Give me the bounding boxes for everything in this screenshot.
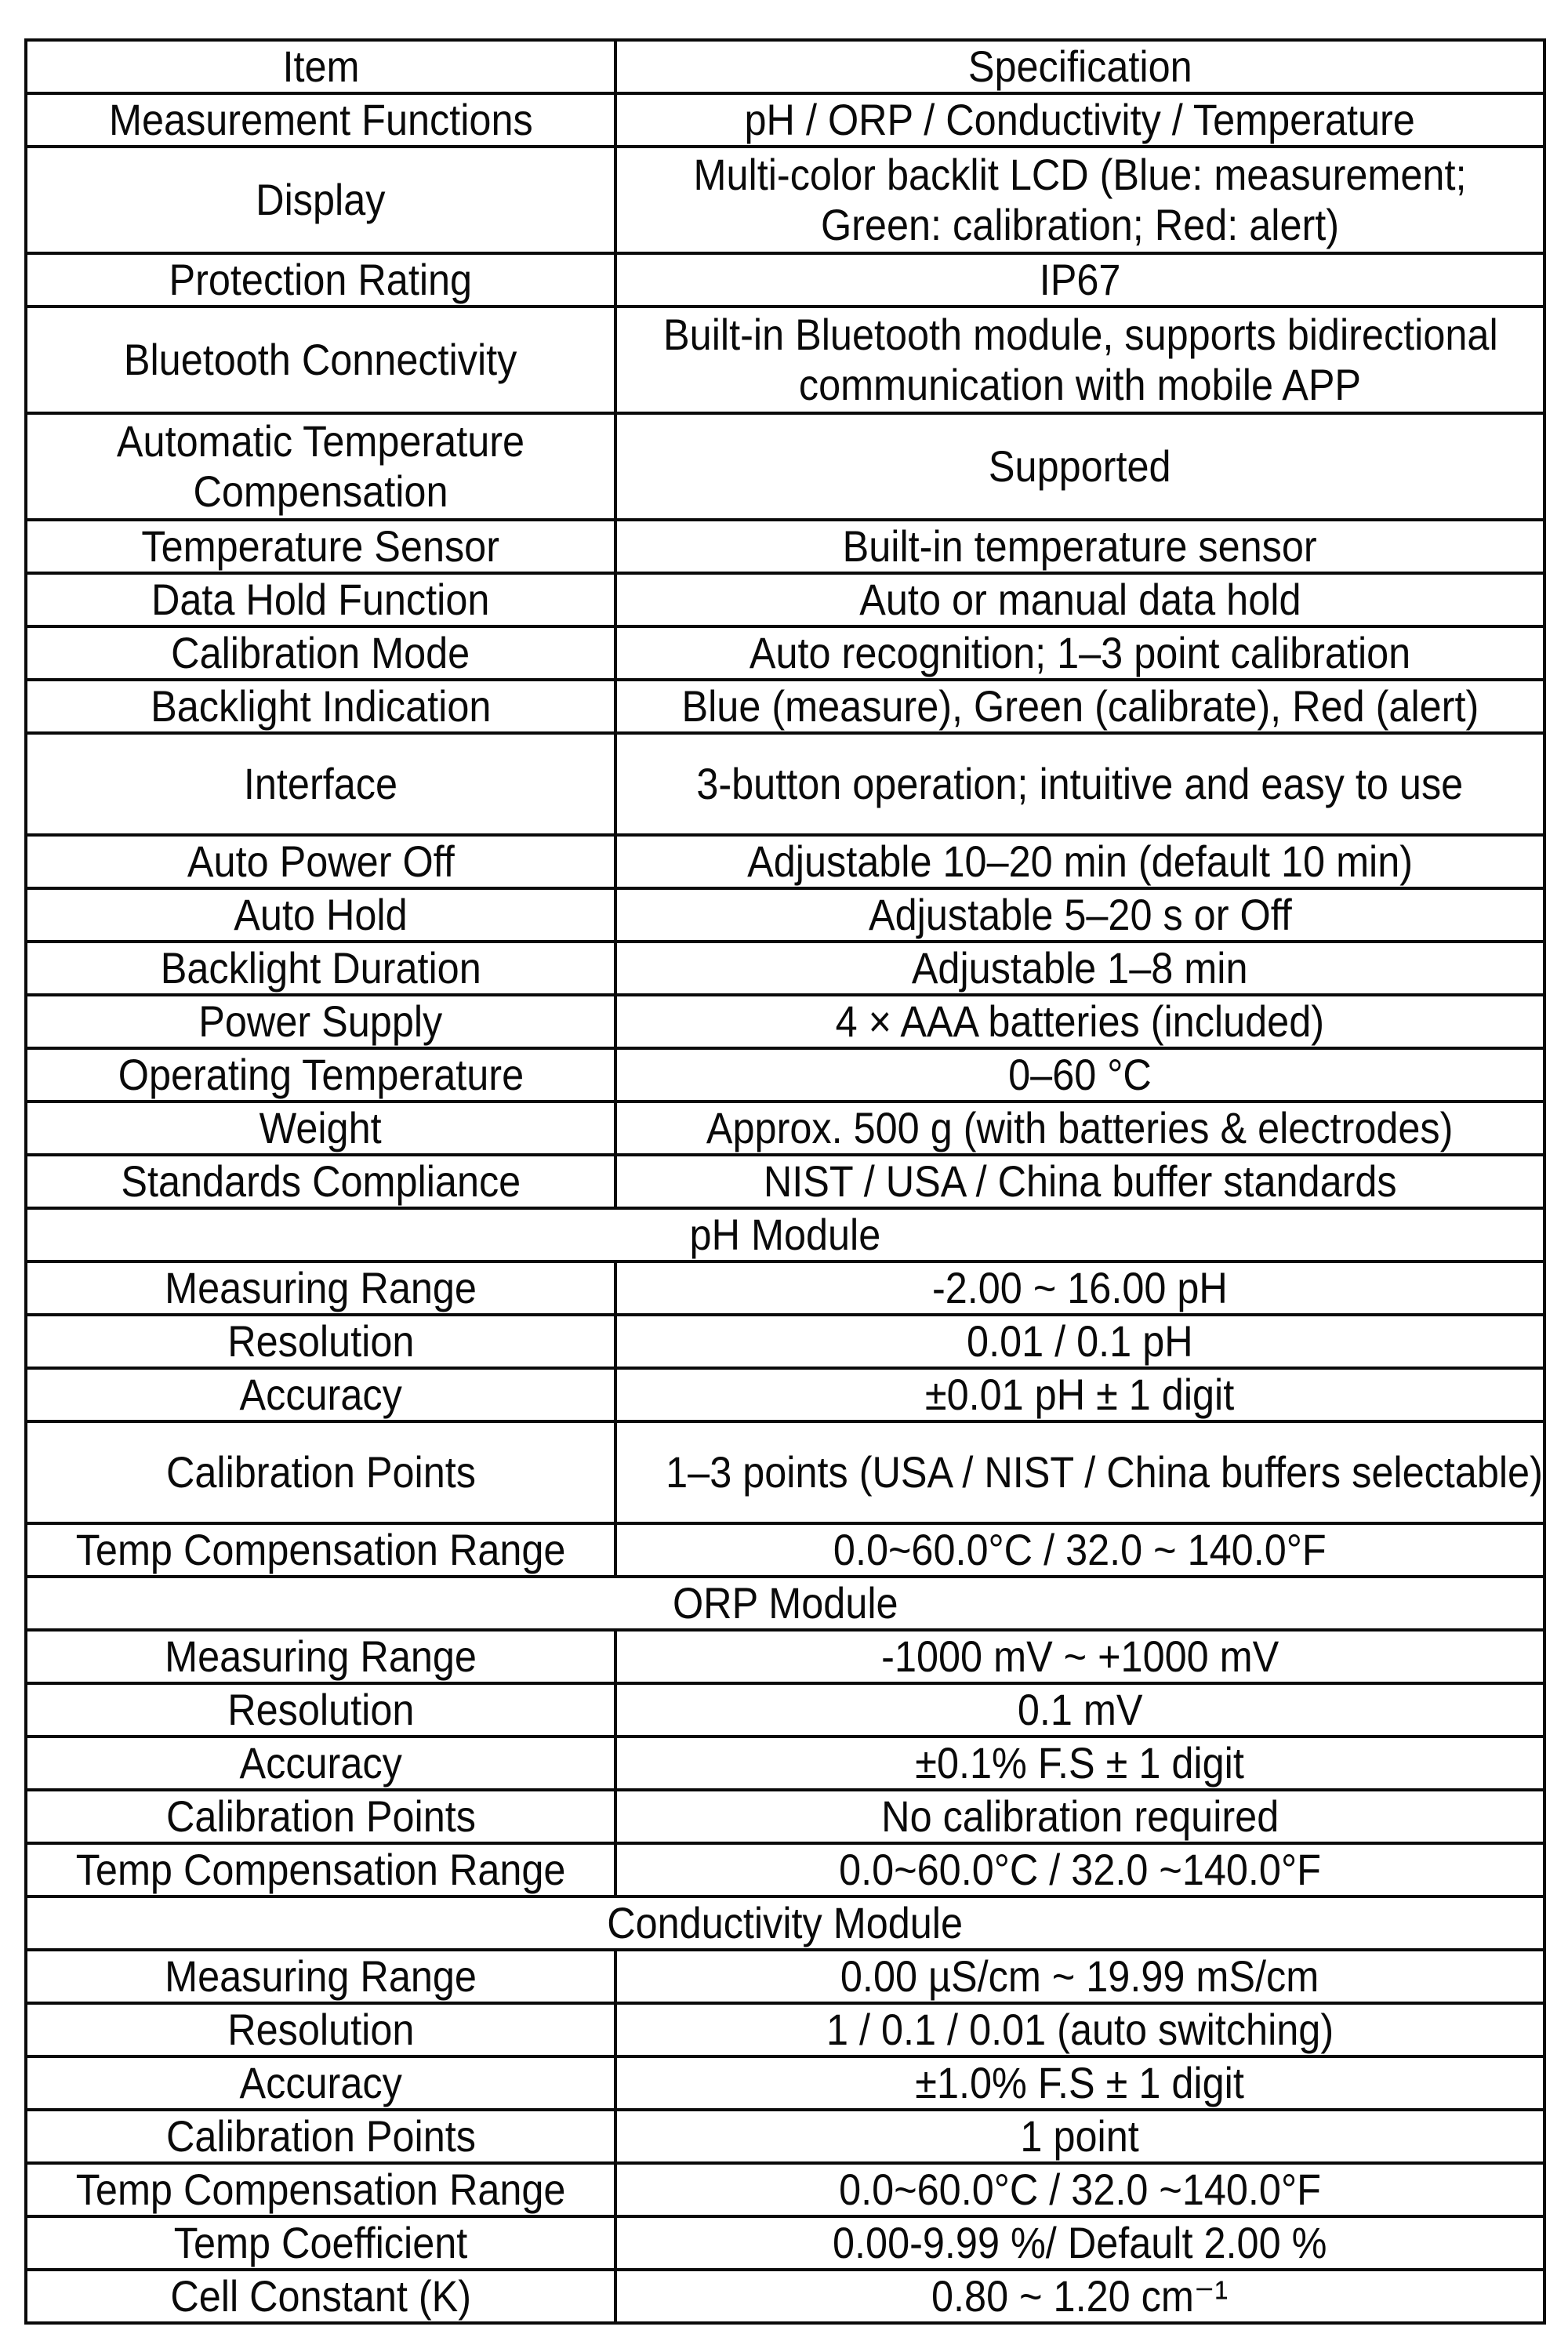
spec-cell: Supported <box>615 413 1544 520</box>
item-cell: Measuring Range <box>26 1950 615 2003</box>
spec-cell: pH / ORP / Conductivity / Temperature <box>615 93 1544 147</box>
spec-cell: Adjustable 1–8 min <box>615 942 1544 995</box>
item-cell: Resolution <box>26 1683 615 1737</box>
table-row <box>26 2056 1544 2110</box>
specification-table <box>24 38 1546 2325</box>
section-header-row <box>26 1577 1544 1630</box>
spec-cell: 0.0~60.0°C / 32.0 ~ 140.0°F <box>615 1523 1544 1577</box>
spec-cell: Blue (measure), Green (calibrate), Red (alert) <box>615 680 1544 733</box>
spec-cell: 1 point <box>615 2110 1544 2163</box>
spec-cell: NIST / USA / China buffer standards <box>615 1155 1544 1208</box>
table-row <box>26 253 1544 307</box>
table-row <box>26 1843 1544 1896</box>
spec-cell: -2.00 ~ 16.00 pH <box>615 1261 1544 1315</box>
table-row <box>26 2163 1544 2216</box>
spec-cell: 4 × AAA batteries (included) <box>615 995 1544 1048</box>
table-row <box>26 2216 1544 2270</box>
spec-cell: 0.80 ~ 1.20 cm⁻¹ <box>615 2270 1544 2323</box>
spec-cell: 0–60 °C <box>615 1048 1544 1102</box>
item-cell: Calibration Points <box>26 1421 615 1523</box>
spec-cell: ±1.0% F.S ± 1 digit <box>615 2056 1544 2110</box>
item-cell: Automatic Temperature Compensation <box>26 413 615 520</box>
table-row <box>26 2110 1544 2163</box>
spec-cell: 0.00 µS/cm ~ 19.99 mS/cm <box>615 1950 1544 2003</box>
spec-cell: Multi-color backlit LCD (Blue: measurement; Green: calibration; Red: alert) <box>615 147 1544 253</box>
section-header-row <box>26 1208 1544 1261</box>
spec-cell: Auto recognition; 1–3 point calibration <box>615 626 1544 680</box>
spec-cell: ±0.01 pH ± 1 digit <box>615 1368 1544 1421</box>
item-cell: Accuracy <box>26 1737 615 1790</box>
spec-cell: 0.0~60.0°C / 32.0 ~140.0°F <box>615 1843 1544 1896</box>
table-row <box>26 1102 1544 1155</box>
table-row <box>26 835 1544 888</box>
spec-cell: 1 / 0.1 / 0.01 (auto switching) <box>615 2003 1544 2056</box>
table-row <box>26 573 1544 626</box>
table-row <box>26 1368 1544 1421</box>
spec-cell: Auto or manual data hold <box>615 573 1544 626</box>
spec-cell: 1–3 points (USA / NIST / China buffers selectable) <box>615 1421 1544 1523</box>
item-cell: Temp Coefficient <box>26 2216 615 2270</box>
spec-cell: -1000 mV ~ +1000 mV <box>615 1630 1544 1683</box>
table-row <box>26 1048 1544 1102</box>
item-cell: Auto Hold <box>26 888 615 942</box>
table-row <box>26 147 1544 253</box>
table-row <box>26 1421 1544 1523</box>
table-row <box>26 413 1544 520</box>
section-header-row <box>26 1896 1544 1950</box>
spec-cell: 0.01 / 0.1 pH <box>615 1315 1544 1368</box>
item-cell: Backlight Duration <box>26 942 615 995</box>
item-cell: Measurement Functions <box>26 93 615 147</box>
item-cell: Calibration Points <box>26 2110 615 2163</box>
item-cell: Measuring Range <box>26 1261 615 1315</box>
spec-cell: No calibration required <box>615 1790 1544 1843</box>
item-cell: Temp Compensation Range <box>26 2163 615 2216</box>
header-item: Item <box>26 40 615 93</box>
spec-cell: Built-in temperature sensor <box>615 520 1544 573</box>
item-cell: Display <box>26 147 615 253</box>
table-header-row <box>26 40 1544 93</box>
spec-cell: ±0.1% F.S ± 1 digit <box>615 1737 1544 1790</box>
table-row <box>26 1315 1544 1368</box>
table-row <box>26 1683 1544 1737</box>
spec-cell: IP67 <box>615 253 1544 307</box>
table-row <box>26 995 1544 1048</box>
table-row <box>26 1523 1544 1577</box>
table-row <box>26 520 1544 573</box>
section-title-conductivity-module: Conductivity Module <box>26 1896 1544 1950</box>
section-title-orp-module: ORP Module <box>26 1577 1544 1630</box>
table-row <box>26 1737 1544 1790</box>
item-cell: Interface <box>26 733 615 835</box>
spec-cell: 0.00-9.99 %/ Default 2.00 % <box>615 2216 1544 2270</box>
item-cell: Temp Compensation Range <box>26 1843 615 1896</box>
table-row <box>26 1630 1544 1683</box>
item-cell: Operating Temperature <box>26 1048 615 1102</box>
item-cell: Power Supply <box>26 995 615 1048</box>
item-cell: Temperature Sensor <box>26 520 615 573</box>
table-row <box>26 733 1544 835</box>
item-cell: Resolution <box>26 2003 615 2056</box>
item-cell: Weight <box>26 1102 615 1155</box>
item-cell: Measuring Range <box>26 1630 615 1683</box>
item-cell: Resolution <box>26 1315 615 1368</box>
spec-cell: Adjustable 10–20 min (default 10 min) <box>615 835 1544 888</box>
table-row <box>26 942 1544 995</box>
spec-cell: Adjustable 5–20 s or Off <box>615 888 1544 942</box>
item-cell: Temp Compensation Range <box>26 1523 615 1577</box>
table-row <box>26 1790 1544 1843</box>
item-cell: Bluetooth Connectivity <box>26 307 615 413</box>
item-cell: Protection Rating <box>26 253 615 307</box>
table-row <box>26 1261 1544 1315</box>
item-cell: Calibration Points <box>26 1790 615 1843</box>
spec-cell: Built-in Bluetooth module, supports bidirectional communication with mobile APP <box>615 307 1544 413</box>
section-title-ph-module: pH Module <box>26 1208 1544 1261</box>
item-cell: Data Hold Function <box>26 573 615 626</box>
item-cell: Backlight Indication <box>26 680 615 733</box>
spec-cell: 0.1 mV <box>615 1683 1544 1737</box>
table-row <box>26 307 1544 413</box>
table-row <box>26 2003 1544 2056</box>
item-cell: Auto Power Off <box>26 835 615 888</box>
item-cell: Accuracy <box>26 1368 615 1421</box>
spec-cell: 3-button operation; intuitive and easy to use <box>615 733 1544 835</box>
table-row <box>26 1950 1544 2003</box>
table-row <box>26 2270 1544 2323</box>
header-specification: Specification <box>615 40 1544 93</box>
spec-cell: Approx. 500 g (with batteries & electrodes) <box>615 1102 1544 1155</box>
spec-cell: 0.0~60.0°C / 32.0 ~140.0°F <box>615 2163 1544 2216</box>
item-cell: Calibration Mode <box>26 626 615 680</box>
table-row <box>26 626 1544 680</box>
item-cell: Cell Constant (K) <box>26 2270 615 2323</box>
table-row <box>26 680 1544 733</box>
table-row <box>26 1155 1544 1208</box>
item-cell: Standards Compliance <box>26 1155 615 1208</box>
table-row <box>26 93 1544 147</box>
item-cell: Accuracy <box>26 2056 615 2110</box>
table-row <box>26 888 1544 942</box>
